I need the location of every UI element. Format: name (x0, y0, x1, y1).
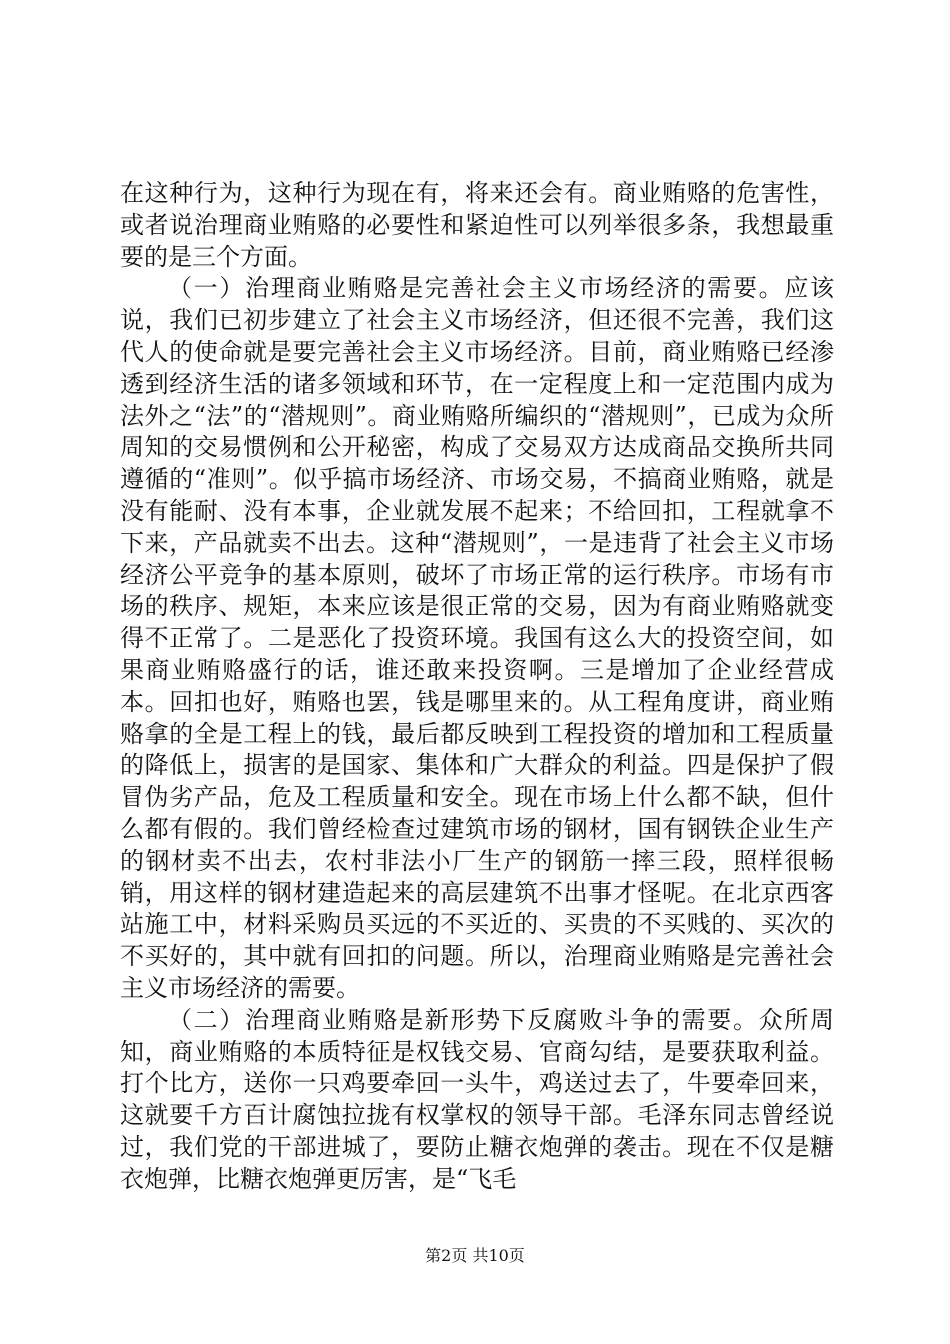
paragraph-section-one: （一）治理商业贿赂是完善社会主义市场经济的需要。应该说，我们已初步建立了社会主义市场经济，但还很不完善，我们这代人的使命就是要完善社会主义市场经济。目前，商业贿赂已经渗透到经济生活的诸多领域和环节，在一定程度上和一定范围内成为法外之“法”的“潜规则”。商业贿赂所编织的“潜规则”，已成为众所周知的交易惯例和公开秘密，构成了交易双方达成商品交换所共同遵循的“准则”。似乎搞市场经济、市场交易，不搞商业贿赂，就是没有能耐、没有本事，企业就发展不起来；不给回扣，工程就拿不下来，产品就卖不出去。这种“潜规则”，一是违背了社会主义市场经济公平竞争的基本原则，破坏了市场正常的运行秩序。市场有市场的秩序、规矩，本来应该是很正常的交易，因为有商业贿赂就变得不正常了。二是恶化了投资环境。我国有这么大的投资空间，如果商业贿赂盛行的话，谁还敢来投资啊。三是增加了企业经营成本。回扣也好，贿赂也罢，钱是哪里来的。从工程角度讲，商业贿赂拿的全是工程上的钱，最后都反映到工程投资的增加和工程质量的降低上，损害的是国家、集体和广大群众的利益。四是保护了假冒伪劣产品，危及工程质量和安全。现在市场上什么都不缺，但什么都有假的。我们曾经检查过建筑市场的钢材，国有钢铁企业生产的钢材卖不出去，农村非法小厂生产的钢筋一摔三段，照样很畅销，用这样的钢材建造起来的高层建筑不出事才怪呢。在北京西客站施工中，材料采购员买远的不买近的、买贵的不买贱的、买次的不买好的，其中就有回扣的问题。所以，治理商业贿赂是完善社会主义市场经济的需要。 (120, 274, 834, 1002)
paragraph-continuation: 在这种行为，这种行为现在有，将来还会有。商业贿赂的危害性，或者说治理商业贿赂的必要性和紧迫性可以列举很多条，我想最重要的是三个方面。 (120, 179, 834, 271)
paragraph-section-two: （二）治理商业贿赂是新形势下反腐败斗争的需要。众所周知，商业贿赂的本质特征是权钱交易、官商勾结，是要获取利益。打个比方，送你一只鸡要牵回一头牛，鸡送过去了，牛要牵回来，这就要千方百计腐蚀拉拢有权掌权的领导干部。毛泽东同志曾经说过，我们党的干部进城了，要防止糖衣炮弹的袭击。现在不仅是糖衣炮弹，比糖衣炮弹更厉害，是“飞毛 (120, 1005, 834, 1193)
page-footer: 第2页 共10页 (425, 1246, 525, 1265)
body-text (120, 178, 834, 1196)
